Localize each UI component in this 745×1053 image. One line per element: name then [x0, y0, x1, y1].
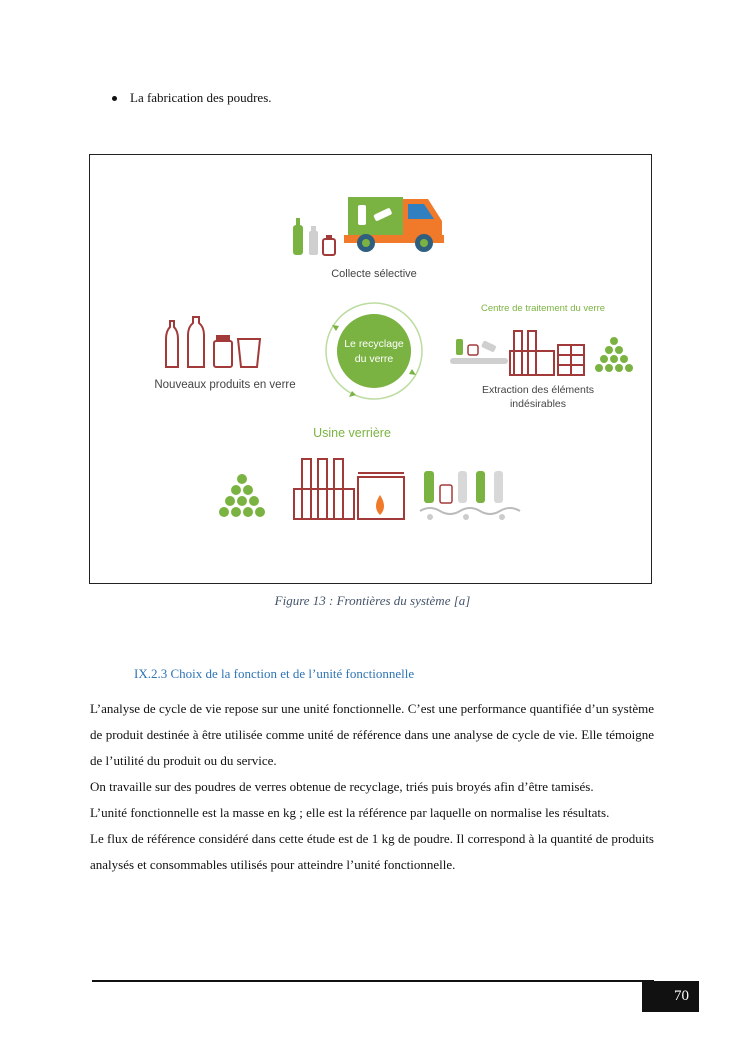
label-usine: Usine verrière: [313, 426, 391, 440]
label-center-line2: du verre: [354, 353, 394, 365]
paragraph: On travaille sur des poudres de verres obtenue de recyclage, triés puis broyés afin d’être tamisés.: [90, 779, 594, 794]
footer-rule: [92, 980, 654, 982]
paragraph: Le flux de référence considéré dans cette étude est de 1 kg de poudre. Il correspond à la quantité de produits analysés et consommables utilisés pour atteindre l’unité fonctionnelle.: [90, 831, 654, 872]
label-collecte: Collecte sélective: [331, 268, 417, 280]
centre-traitement-illustration: [450, 331, 633, 375]
label-center-line1: Le recyclage: [344, 338, 404, 350]
paragraph: L’unité fonctionnelle est la masse en kg ; elle est la référence par laquelle on normalise les résultats.: [90, 805, 610, 820]
bullet-text: La fabrication des poudres.: [130, 90, 272, 105]
page-number-text: 70: [674, 988, 689, 1004]
label-nouveaux: Nouveaux produits en verre: [154, 379, 296, 391]
body-text: [90, 696, 654, 878]
collecte-illustration: [293, 197, 444, 255]
usine-verriere-illustration: [219, 459, 520, 520]
bullet-dot: [112, 96, 117, 101]
label-extraction-line2: indésirables: [509, 398, 567, 410]
figure-caption: Figure 13 : Frontières du système [a]: [274, 593, 471, 608]
nouveaux-produits-illustration: [166, 317, 260, 367]
bullet-item: [112, 90, 272, 106]
page-number: [642, 981, 699, 1012]
label-centre: Centre de traitement du verre: [480, 303, 606, 314]
label-extraction-line1: Extraction des éléments: [481, 384, 595, 396]
recycling-diagram: [90, 155, 653, 585]
figure-frame: [89, 154, 652, 584]
section-heading: IX.2.3 Choix de la fonction et de l’unité fonctionnelle: [134, 666, 415, 681]
recycling-cycle: [326, 303, 422, 399]
paragraph: L’analyse de cycle de vie repose sur une unité fonctionnelle. C’est une performance quantifiée d’un système de produit destinée à être utilisée comme unité de référence dans une analyse de cycle de vie. Elle témoigne de l’utilité du produit ou du service.: [90, 701, 654, 768]
